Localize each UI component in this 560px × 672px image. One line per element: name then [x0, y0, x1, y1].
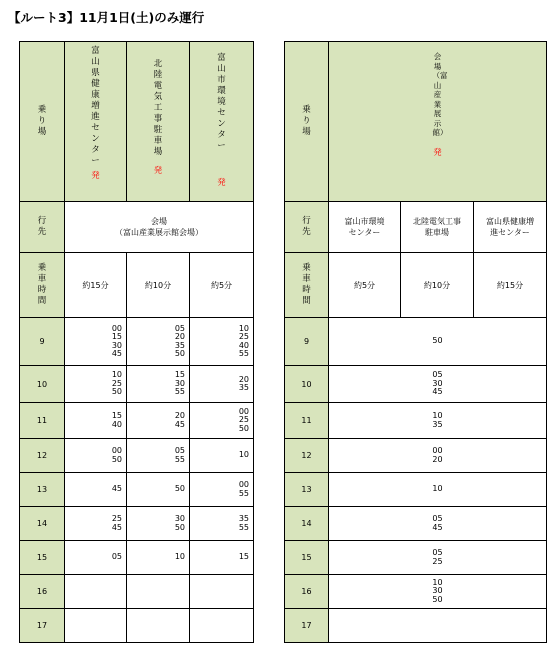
- ride-time: 約10分: [401, 253, 474, 318]
- hour-cell: 13: [285, 473, 329, 507]
- time-cell: 10 25 40 55: [190, 318, 254, 366]
- outbound-timetable: [19, 41, 254, 643]
- table-row: [285, 366, 547, 403]
- ride-time: 約15分: [474, 253, 547, 318]
- table-row: [285, 507, 547, 541]
- destination-cell: 富山市環境 センター: [329, 202, 401, 253]
- table-row: [20, 507, 254, 541]
- time-cell: 50: [329, 318, 547, 366]
- time-cell: 25 45: [65, 507, 127, 541]
- time-cell: 05 25: [329, 541, 547, 575]
- table-row: [285, 318, 547, 366]
- time-cell: 05 55: [127, 439, 190, 473]
- time-cell: [127, 575, 190, 609]
- destination-header: 行先: [285, 202, 329, 253]
- ride-time-header: 乗車時間: [285, 253, 329, 318]
- time-cell: 50: [127, 473, 190, 507]
- hour-cell: 17: [285, 609, 329, 643]
- table-row: [20, 541, 254, 575]
- time-cell: 05 45: [329, 507, 547, 541]
- time-cell: [65, 609, 127, 643]
- time-cell: 10 25 50: [65, 366, 127, 403]
- boarding-header: 乗り場: [285, 42, 329, 202]
- table-row: [20, 403, 254, 439]
- time-cell: 10: [190, 439, 254, 473]
- table-row: [20, 439, 254, 473]
- destination-cell: 富山県健康増 進センター: [474, 202, 547, 253]
- hour-cell: 14: [285, 507, 329, 541]
- ride-time: 約5分: [329, 253, 401, 318]
- time-cell: 45: [65, 473, 127, 507]
- time-cell: 35 55: [190, 507, 254, 541]
- time-cell: 00 55: [190, 473, 254, 507]
- destination-cell: 北陸電気工事 駐車場: [401, 202, 474, 253]
- time-cell: 10: [329, 473, 547, 507]
- hour-cell: 17: [20, 609, 65, 643]
- table-row: [20, 609, 254, 643]
- stop-header-kenko: 富山県健康増進センター 発: [65, 42, 127, 202]
- table-row: [285, 473, 547, 507]
- destination-header: 行先: [20, 202, 65, 253]
- time-cell: 00 15 30 45: [65, 318, 127, 366]
- page-title: 【ルート3】11月1日(土)のみ運行: [8, 10, 205, 25]
- table-row: [20, 366, 254, 403]
- stop-header-kankyo: 富山市環境センター 発: [190, 42, 254, 202]
- hour-cell: 13: [20, 473, 65, 507]
- ride-time: 約10分: [127, 253, 190, 318]
- ride-time-header: 乗車時間: [20, 253, 65, 318]
- time-cell: 05 20 35 50: [127, 318, 190, 366]
- hour-cell: 9: [285, 318, 329, 366]
- time-cell: [190, 609, 254, 643]
- time-cell: 00 50: [65, 439, 127, 473]
- stop-header-hokuriku: 北陸電気工事駐車場 発: [127, 42, 190, 202]
- hour-cell: 14: [20, 507, 65, 541]
- time-cell: 05 30 45: [329, 366, 547, 403]
- table-row: [285, 403, 547, 439]
- hour-cell: 11: [285, 403, 329, 439]
- hour-cell: 16: [20, 575, 65, 609]
- time-cell: 10 35: [329, 403, 547, 439]
- hour-cell: 12: [285, 439, 329, 473]
- time-cell: 30 50: [127, 507, 190, 541]
- time-cell: 00 20: [329, 439, 547, 473]
- table-row: [20, 473, 254, 507]
- time-cell: 10: [127, 541, 190, 575]
- time-cell: 15 40: [65, 403, 127, 439]
- table-row: [20, 318, 254, 366]
- time-cell: 10 30 50: [329, 575, 547, 609]
- time-cell: [329, 609, 547, 643]
- time-cell: [127, 609, 190, 643]
- table-row: [285, 439, 547, 473]
- stop-header-venue: 会場（富山産業展示館） 発: [329, 42, 547, 202]
- time-cell: 20 45: [127, 403, 190, 439]
- hour-cell: 15: [285, 541, 329, 575]
- return-timetable: [284, 41, 547, 643]
- table-row: [20, 575, 254, 609]
- table-row: [285, 575, 547, 609]
- time-cell: 20 35: [190, 366, 254, 403]
- table-row: [285, 609, 547, 643]
- time-cell: [65, 575, 127, 609]
- time-cell: 15: [190, 541, 254, 575]
- ride-time: 約5分: [190, 253, 254, 318]
- boarding-header: 乗り場: [20, 42, 65, 202]
- hour-cell: 16: [285, 575, 329, 609]
- time-cell: 15 30 55: [127, 366, 190, 403]
- hour-cell: 9: [20, 318, 65, 366]
- time-cell: 00 25 50: [190, 403, 254, 439]
- hour-cell: 12: [20, 439, 65, 473]
- time-cell: 05: [65, 541, 127, 575]
- hour-cell: 11: [20, 403, 65, 439]
- hour-cell: 15: [20, 541, 65, 575]
- ride-time: 約15分: [65, 253, 127, 318]
- destination-venue: 会場 （富山産業展示館会場）: [65, 202, 254, 253]
- table-row: [285, 541, 547, 575]
- time-cell: [190, 575, 254, 609]
- hour-cell: 10: [285, 366, 329, 403]
- hour-cell: 10: [20, 366, 65, 403]
